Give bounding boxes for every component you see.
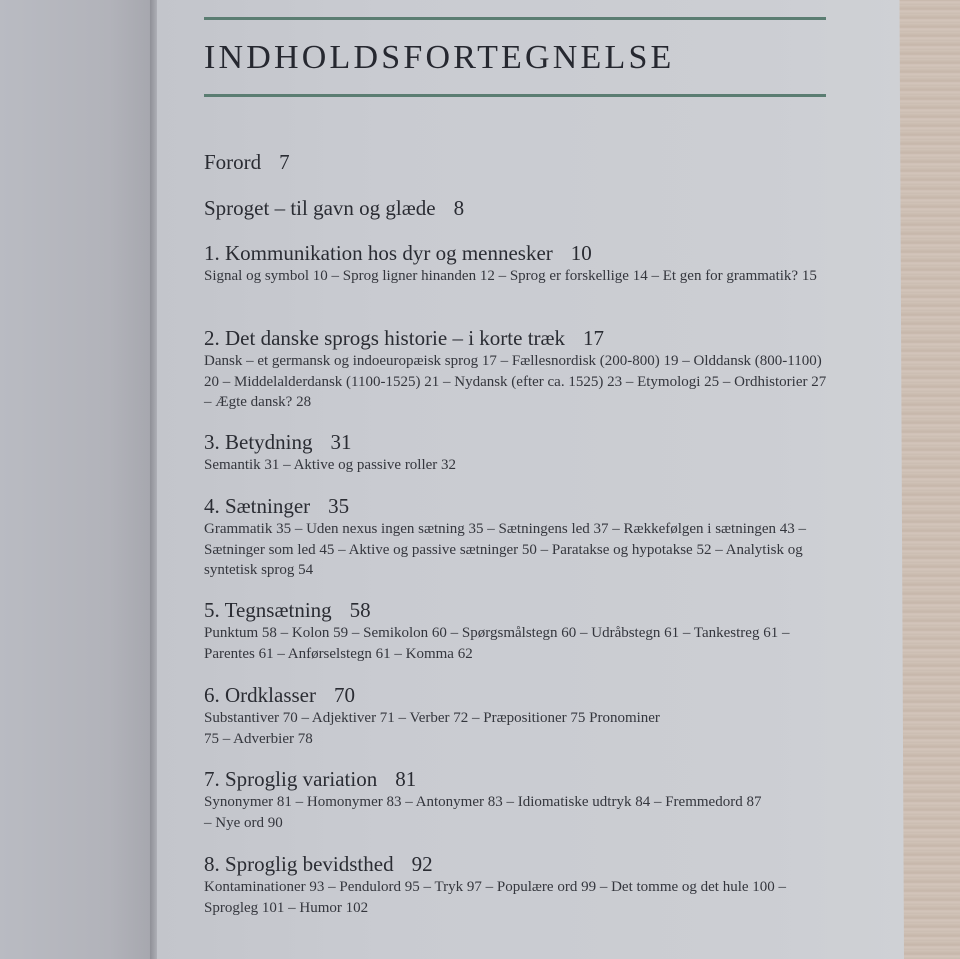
toc-subsections: Punktum 58 – Kolon 59 – Semikolon 60 – Spørgsmålstegn 60 – Udråbstegn 61 – Tankestreg 61 – Parentes 61 – Anførselstegn 61 – Komma 62 <box>204 625 790 662</box>
toc-entry <box>204 196 829 220</box>
toc-entry <box>204 241 829 287</box>
page-number: 35 <box>328 494 350 518</box>
toc-entry <box>204 494 829 581</box>
page-number: 92 <box>411 852 433 876</box>
toc-heading: 3. Betydning 31 <box>204 430 352 454</box>
toc-heading: 5. Tegnsætning 58 <box>204 598 371 622</box>
toc-entry <box>204 767 829 833</box>
title-rule-top <box>204 17 826 20</box>
toc-entry <box>204 430 829 476</box>
toc-heading: 2. Det danske sprogs historie – i korte træk 17 <box>204 326 605 350</box>
toc-heading: 4. Sætninger 35 <box>204 494 350 518</box>
toc-heading: 1. Kommunikation hos dyr og mennesker 10 <box>204 241 592 265</box>
toc-subsections: Kontaminationer 93 – Pendulord 95 – Tryk 97 – Populære ord 99 – Det tomme og det hule 100 – Sprogleg 101 – Humor 102 <box>204 879 787 916</box>
toc-subsections: Semantik 31 – Aktive og passive roller 32 <box>204 457 457 473</box>
toc-subsections: Substantiver 70 – Adjektiver 71 – Verber 72 – Præpositioner 75 Pronominer 75 – Adverbier 78 <box>204 710 660 747</box>
page-number: 31 <box>330 430 352 454</box>
toc-heading: Forord 7 <box>204 150 290 174</box>
toc-entry <box>204 326 829 413</box>
page-title: INDHOLDSFORTEGNELSE <box>204 39 675 76</box>
toc-subsections: Dansk – et germansk og indoeuropæisk sprog 17 – Fællesnordisk (200-800) 19 – Olddansk (800-1100) 20 – Middelalderdansk (1100-1525) 21 – Nydansk (efter ca. 1525) 23 – Etymologi 25 – Ordhistorier 27 – Ægte dansk? 28 <box>204 353 827 410</box>
toc-heading: 6. Ordklasser 70 <box>204 683 355 707</box>
toc-entry <box>204 150 829 174</box>
toc-subsections: Signal og symbol 10 – Sprog ligner hinanden 12 – Sprog er forskellige 14 – Et gen for grammatik? 15 <box>204 268 817 284</box>
left-page <box>0 0 155 959</box>
page-number: 17 <box>583 326 605 350</box>
toc-entry <box>204 683 829 749</box>
page-number: 8 <box>453 196 465 220</box>
toc-subsections: Synonymer 81 – Homonymer 83 – Antonymer 83 – Idiomatiske udtryk 84 – Fremmedord 87 – Nye ord 90 <box>204 794 762 831</box>
toc-heading: Sproget – til gavn og glæde 8 <box>204 196 465 220</box>
toc-heading: 7. Sproglig variation 81 <box>204 767 417 791</box>
page-number: 58 <box>349 598 371 622</box>
page-number: 7 <box>279 150 290 174</box>
page-number: 81 <box>395 767 417 791</box>
title-rule-bottom <box>204 94 826 97</box>
toc-entry <box>204 598 829 664</box>
toc-subsections: Grammatik 35 – Uden nexus ingen sætning 35 – Sætningens led 37 – Rækkefølgen i sætningen 43 – Sætninger som led 45 – Aktive og passive sætninger 50 – Paratakse og hypotakse 52 – Analytisk og syntetisk sprog 54 <box>204 521 807 578</box>
page-number: 10 <box>570 241 592 265</box>
toc-heading: 8. Sproglig bevidsthed 92 <box>204 852 433 876</box>
page-number: 70 <box>333 683 355 707</box>
toc-entry <box>204 852 829 918</box>
